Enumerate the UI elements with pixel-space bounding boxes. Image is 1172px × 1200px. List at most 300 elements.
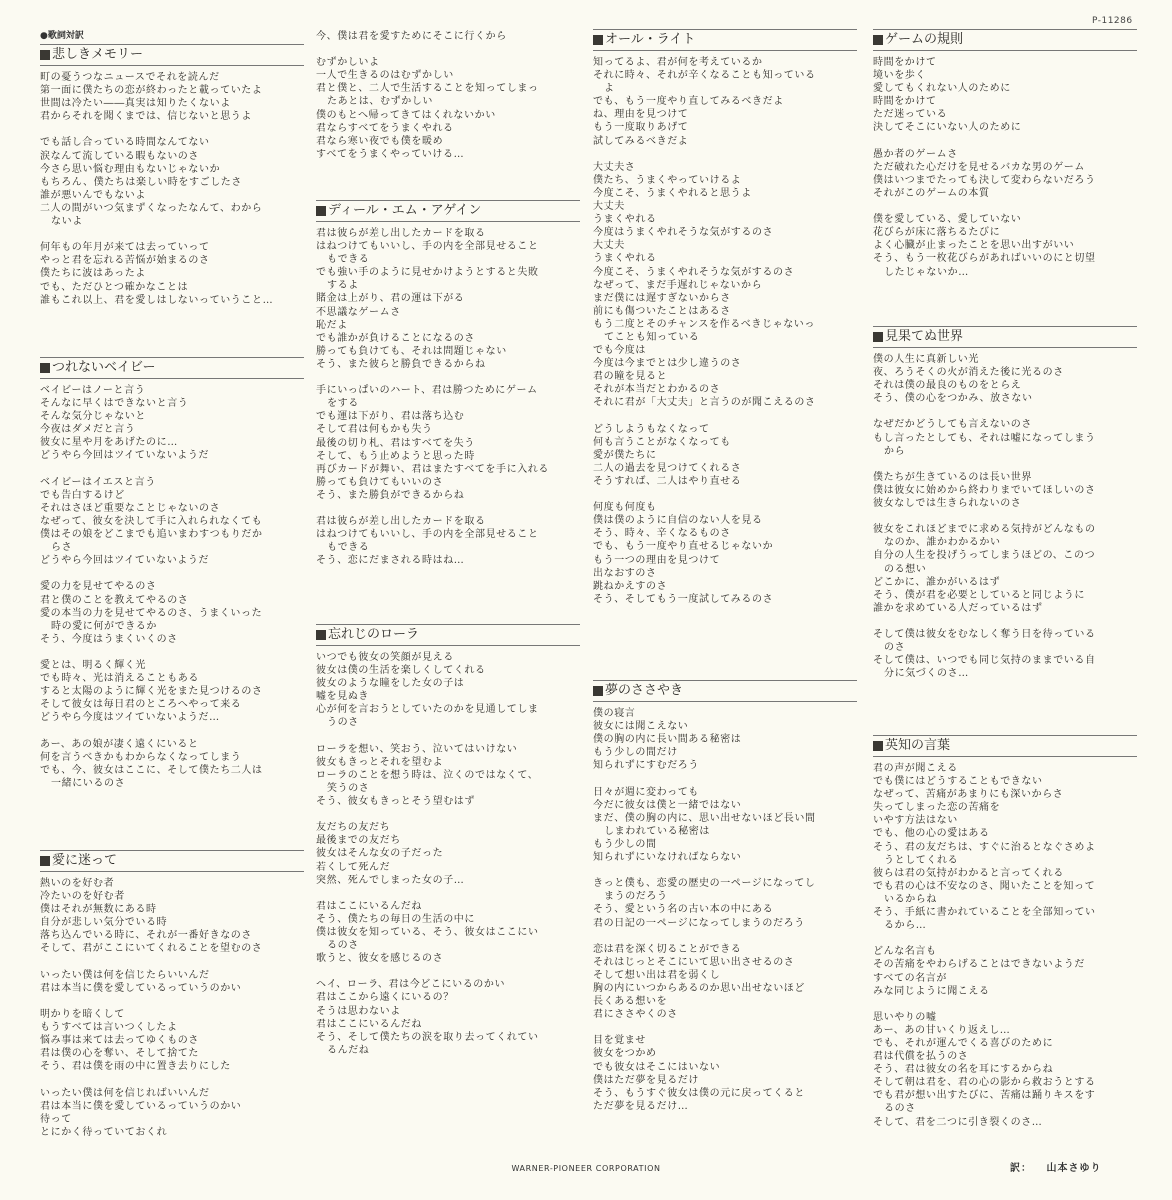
song-title-text: 忘れじのローラ <box>328 627 420 642</box>
lyric-line: 君はここから遠くにいるの？ <box>316 992 454 1004</box>
lyric-line: 君にささやくのさ <box>593 1009 678 1021</box>
lyric-line: でも話し合っている時間なんてない <box>40 137 210 149</box>
lyric-line: でも、ただひとつ確かなことは <box>40 281 189 293</box>
lyric-line: 君は彼らが差し出したカードを取る <box>316 228 486 239</box>
lyric-line: でも、もう一度やり直してみるべきだよ <box>593 96 784 108</box>
lyric-line: 涙なんて流している暇もないのさ <box>40 150 199 162</box>
lyric-line: そう、もうすぐ彼女は僕の元に戻ってくると <box>593 1087 805 1099</box>
lyric-line: 熱いのを好む者 <box>40 878 115 889</box>
lyric-line: 君は本当に僕を愛しているっていうのかい <box>40 1100 242 1112</box>
lyric-line: でも告白するけど <box>40 489 125 501</box>
lyric-line: 悩み事は来ては去ってゆくものさ <box>40 1035 199 1047</box>
lyric-line: 彼女は僕の生活を楽しくしてくれる <box>316 665 486 677</box>
lyric-line: どこかに、誰かがいるはず <box>873 576 1001 588</box>
lyric-line: 知られずにすむだろう <box>593 760 699 772</box>
lyric-line: あー、あの甘いくり返えし… <box>873 1024 1011 1036</box>
lyric-line: そう、手紙に書かれていることを全部知ってい <box>873 907 1096 919</box>
lyric-line: もう少しの間だけ <box>593 747 678 759</box>
lyric-line: 分に気づくのさ… <box>884 668 969 680</box>
lyric-line: 誰もこれ以上、君を愛しはしないっていうこと… <box>40 294 274 306</box>
lyric-line: 僕の人生に真新しい光 <box>873 354 979 365</box>
lyric-line: 前にも傷ついたことはあるさ <box>593 305 731 317</box>
lyric-line: 僕は彼女に始めから終わりまでいてほしいのさ <box>873 484 1096 496</box>
lyric-line: から <box>884 445 906 457</box>
lyric-line: 町の憂うつなニュースでそれを読んだ <box>40 72 220 83</box>
lyric-line: 僕は僕のように自信のない人を見る <box>593 515 763 527</box>
lyric-line: でも、もう一度やり直せるじゃないか <box>593 541 774 553</box>
lyric-line: 彼女のような瞳をした女の子は <box>316 678 465 690</box>
lyric-line: 何も言うことがなくなっても <box>593 436 731 448</box>
lyric-line: はねつけてもいいし、手の内を全部見せること <box>316 529 539 541</box>
lyric-line: 跳ねかえすのさ <box>593 580 668 592</box>
lyric-line: 時の愛に何ができるか <box>51 620 157 632</box>
lyric-line: るのさ <box>327 940 359 952</box>
lyric-line: 僕は彼女を知っている、そう、彼女はここにい <box>316 926 539 938</box>
lyric-line: 僕はただ夢を見るだけ <box>593 1074 699 1086</box>
lyric-line <box>316 730 580 743</box>
lyric-line: そう、そして僕たちの涙を取り去ってくれてい <box>316 1031 539 1043</box>
lyric-line: そう、君は僕を雨の中に置き去りにした <box>40 1061 231 1073</box>
lyric-line: をする <box>327 398 359 410</box>
lyric-line <box>593 410 857 423</box>
song-title-text: つれないベイビー <box>52 360 156 375</box>
lyric-line: るから… <box>884 920 927 932</box>
lyric-line: 今度は今までとは少し違うのさ <box>593 358 742 370</box>
lyric-line: 今だに彼女は僕と一緒ではない <box>593 799 742 811</box>
lyric-line <box>40 463 304 476</box>
lyric-line: そして、君がここにいてくれることを望むのさ <box>40 943 263 955</box>
song-title-text: オール・ライト <box>605 32 696 47</box>
lyric-line <box>873 615 1137 628</box>
lyric-line: るのさ <box>884 1103 916 1115</box>
lyric-line: でも、他の心の愛はある <box>873 828 990 840</box>
lyric-line: やっと君を忘れる苦悩が始まるのさ <box>40 255 210 267</box>
lyric-line: 僕の胸の内に長い間ある秘密は <box>593 734 742 746</box>
lyric-line: 君の声が聞こえる <box>873 763 958 774</box>
lyric-line: 今度こそ、うまくやれそうな気がするのさ <box>593 266 795 278</box>
lyric-line: 君はここにいるんだね <box>316 900 422 912</box>
lyric-line: ローラのことを想う時は、泣くのではなくて、 <box>316 769 539 781</box>
lyric-line: うのさ <box>327 717 359 729</box>
lyric-line: そう、また勝負ができるからね <box>316 489 465 501</box>
lyric-line: 恋は君を深く切ることができる <box>593 943 742 955</box>
lyric-line: もう一つの理由を見つけて <box>593 554 721 566</box>
lyric-line: 君と僕のことを教えてやるのさ <box>40 594 189 606</box>
lyric-line: 何を言うべきかもわからなくなってしまう <box>40 751 242 763</box>
lyric-line <box>40 956 304 969</box>
lyric-line: そう、彼女もきっとそう望むはず <box>316 796 475 808</box>
lyrics-lines <box>593 56 857 606</box>
song-title-text: 愛に迷って <box>52 853 118 868</box>
lyric-line: それがこのゲームの本質 <box>873 187 990 199</box>
lyrics-lines <box>40 384 304 790</box>
lyric-line: 彼女はそんな女の子だった <box>316 848 444 860</box>
lyric-line: いやす方法はない <box>873 815 958 827</box>
lyric-line: そう、そしてもう一度試してみるのさ <box>593 593 774 605</box>
translator-name: 山本さゆり <box>1046 1163 1102 1174</box>
lyric-line <box>40 646 304 659</box>
lyric-line: ベイビーはノーと言う <box>40 385 146 396</box>
lyric-line <box>316 887 580 900</box>
lyric-line: 思いやりの嘘 <box>873 1011 937 1023</box>
song-title-text: ディール・エム・アゲイン <box>328 203 482 218</box>
lyric-line: よ <box>604 83 615 95</box>
lyric-line: もう一度取りあげて <box>593 122 689 134</box>
song-title-text: ゲームの規則 <box>885 32 964 47</box>
lyric-line: 君は僕の心を奪い、そして捨てた <box>40 1048 199 1060</box>
section-label: ●歌詞対訳 <box>40 31 84 41</box>
lyric-line <box>873 458 1137 471</box>
lyric-line: はねつけてもいいし、手の内を全部見せること <box>316 241 539 253</box>
lyric-line: うまくやれる <box>593 253 657 265</box>
lyric-line: 目を覚ませ <box>593 1035 646 1047</box>
square-bullet-icon <box>40 363 50 373</box>
song-block <box>40 44 304 307</box>
square-bullet-icon <box>593 35 603 45</box>
lyric-line: 彼女には聞こえない <box>593 721 689 733</box>
lyric-line: 愛の本当の力を見せてやるのさ、うまくいった <box>40 607 263 619</box>
lyric-line: ただ夢を見るだけ… <box>593 1100 689 1112</box>
lyric-line: 君はここにいるんだね <box>316 1018 422 1030</box>
lyric-line: すると太陽のように輝く光をまた見つけるのさ <box>40 686 263 698</box>
lyric-line: いつでも彼女の笑顔が見える <box>316 652 454 663</box>
lyric-line: らさ <box>51 542 73 554</box>
lyric-line <box>593 1021 857 1034</box>
lyric-line: もう少しの間 <box>593 838 657 850</box>
lyric-line: 勝っても負けても、それは問題じゃない <box>316 345 507 357</box>
lyric-line: ベイビーはイエスと言う <box>40 476 156 488</box>
lyric-line: 試してみるべきだよ <box>593 135 689 147</box>
lyric-line: 失ってしまった恋の苦痛を <box>873 802 1001 814</box>
lyric-line <box>593 864 857 877</box>
lyric-line: それは僕の最良のものをとらえ <box>873 380 1022 392</box>
lyric-line: 僕たちが生きているのは長い世界 <box>873 471 1032 483</box>
lyric-line: 僕たちに波はあったよ <box>40 268 146 280</box>
lyric-line: 最後の切り札、君はすべてを失う <box>316 437 475 449</box>
lyrics-lines <box>316 30 580 161</box>
lyric-line <box>40 724 304 737</box>
lyric-line: 自分の人生を投げうってしまうほどの、このつ <box>873 550 1096 562</box>
lyric-line: そんなに早くはできないと言う <box>40 398 189 410</box>
lyric-line: 心が何を言おうとしていたのかを見通してしま <box>316 704 539 716</box>
song-block <box>593 680 857 1113</box>
lyric-line: 僕はその娘をどこまでも追いまわすつもりだか <box>40 529 263 541</box>
song-block <box>873 29 1137 279</box>
lyric-line: みな同じように聞こえる <box>873 985 990 997</box>
lyric-line: 今度はうまくやれそうな気がするのさ <box>593 227 774 239</box>
lyric-line: 笑うのさ <box>327 782 370 794</box>
lyric-line: 明かりを暗くして <box>40 1008 125 1020</box>
lyric-line: でも運は下がり、君は落ち込む <box>316 411 465 423</box>
lyric-line: 賭金は上がり、君の運は下がる <box>316 293 465 305</box>
lyric-line: なぜだかどうしても言えないのさ <box>873 419 1032 431</box>
lyric-line: きっと僕も、恋愛の歴史の一ページになってし <box>593 878 816 890</box>
lyric-line: 勝っても負けてもいいのさ <box>316 476 444 488</box>
lyric-line: そうは思わないよ <box>316 1005 401 1017</box>
lyric-line: 胸の内にいつからあるのか思い出せないほど <box>593 982 805 994</box>
lyric-line: 今夜はダメだと言う <box>40 424 136 436</box>
lyric-line: うまくやれる <box>593 214 657 226</box>
lyric-line: 愛が僕たちに <box>593 449 657 461</box>
lyric-line: 夜、ろうそくの火が消えた後に光るのさ <box>873 367 1064 379</box>
lyric-line: ただ迷っている <box>873 109 948 121</box>
lyric-line: そう、時々、辛くなるものさ <box>593 528 731 540</box>
lyric-line: それに時々、それが辛くなることも知っている <box>593 70 816 82</box>
song-title <box>593 680 857 702</box>
lyric-line: るんだね <box>327 1044 370 1056</box>
lyric-line: 二人の過去を見つけてくれるさ <box>593 462 742 474</box>
lyric-line: 花びらが床に落ちるたびに <box>873 227 1001 239</box>
lyric-line: 知ってるよ、君が何を考えているか <box>593 57 763 68</box>
lyric-line: そう、君の友だちは、すぐに治るとなぐさめよ <box>873 841 1096 853</box>
lyrics-lines <box>316 651 580 1057</box>
lyrics-lines <box>316 227 580 567</box>
lyrics-lines <box>873 56 1137 279</box>
lyric-line: そう、愛という名の古い本の中にある <box>593 904 774 916</box>
lyric-line: まだ、僕の胸の内に、思い出せないほど長い間 <box>593 812 816 824</box>
lyric-line: それが本当だとわかるのさ <box>593 384 721 396</box>
lyric-line: 出なおすのさ <box>593 567 657 579</box>
lyric-line: 彼らは君の気持がわかると言ってくれる <box>873 867 1064 879</box>
lyric-line: そして、もう止めようと思った時 <box>316 450 475 462</box>
lyric-line: でも時々、光は消えることもある <box>40 673 199 685</box>
lyric-line: もちろん、僕たちは楽しい時をすごしたさ <box>40 176 242 188</box>
song-block <box>316 624 580 1057</box>
lyric-line <box>873 200 1137 213</box>
lyric-line: 落ち込んでいる時に、それが一番好きなのさ <box>40 930 252 942</box>
lyric-line: のる想い <box>884 563 927 575</box>
lyric-line: 君は代償を払うのさ <box>873 1051 969 1063</box>
lyric-line: むずかしいよ <box>316 57 380 69</box>
lyric-line: もし言ったとしても、それは嘘になってしまう <box>873 432 1096 444</box>
lyric-line: そう、恋にだまされる時はね… <box>316 555 465 567</box>
lyric-line <box>316 371 580 384</box>
lyric-line: 僕はそれが無数にある時 <box>40 904 157 916</box>
lyric-line: そして、君を二つに引き裂くのさ… <box>873 1116 1043 1128</box>
lyric-line: 冷たいのを好む者 <box>40 891 125 903</box>
lyric-line: したじゃないか… <box>884 266 969 278</box>
lyric-line: よく心臓が止まったことを思い出すがいい <box>873 240 1075 252</box>
song-block <box>40 357 304 790</box>
lyric-line: でも彼女はそこにはいない <box>593 1061 721 1073</box>
lyric-line: もうすべては言いつくしたよ <box>40 1022 178 1034</box>
lyric-line: 君と僕と、二人で生活することを知ってしまっ <box>316 83 539 95</box>
lyric-line: 若くして死んだ <box>316 861 391 873</box>
lyric-line: もできる <box>327 542 370 554</box>
song-title-text: 見果てぬ世界 <box>885 329 964 344</box>
lyric-line: 大丈夫さ <box>593 161 636 173</box>
lyric-line <box>873 510 1137 523</box>
lyric-line: 不思議なゲームさ <box>316 306 401 318</box>
lyric-line <box>40 995 304 1008</box>
lyric-line <box>873 135 1137 148</box>
lyric-line: 彼女もきっとそれを望むよ <box>316 756 444 768</box>
lyric-line: 知られずにいなければならない <box>593 852 742 864</box>
lyric-line: でも君の心は不安なのさ、聞いたことを知って <box>873 880 1096 892</box>
lyric-line: もできる <box>327 254 370 266</box>
lyric-line: でも僕にはどうすることもできない <box>873 776 1043 788</box>
lyric-line: そして彼女は毎日君のところへやって来る <box>40 699 242 711</box>
lyric-line: その苦痛をやわらげることはできないようだ <box>873 959 1085 971</box>
square-bullet-icon <box>873 332 883 342</box>
lyric-line: すべての名言が <box>873 972 947 984</box>
lyric-line: 一人で生きるのはむずかしい <box>316 70 454 82</box>
lyric-line: 手にいっぱいのハート、君は勝つためにゲーム <box>316 385 538 397</box>
song-title <box>316 200 580 222</box>
song-block <box>40 850 304 1139</box>
lyric-line <box>873 932 1137 945</box>
lyric-line: もう二度とそのチャンスを作るべきじゃないっ <box>593 318 815 330</box>
lyric-line: そして君は何もかも失う <box>316 424 433 436</box>
publisher-footer: WARNER-PIONEER CORPORATION <box>511 1164 661 1173</box>
lyric-line: そう、もう一枚花びらがあればいいのにと切望 <box>873 253 1096 265</box>
lyric-line: 君の瞳を見ると <box>593 371 668 383</box>
lyric-line: そう、僕の心をつかみ、放さない <box>873 393 1033 405</box>
song-title-text: 英知の言葉 <box>885 738 951 753</box>
square-bullet-icon <box>40 856 50 866</box>
square-bullet-icon <box>593 686 603 696</box>
lyric-line: 二人の間がいつ気まずくなったなんて、わから <box>40 202 263 214</box>
lyric-line: のさ <box>884 642 906 654</box>
lyric-line: 誰かを求めている人だっているはず <box>873 602 1043 614</box>
song-title <box>40 44 304 66</box>
lyric-line: 歌うと、彼女を感じるのさ <box>316 953 444 965</box>
lyrics-lines <box>40 71 304 307</box>
lyric-line: 僕の寝言 <box>593 708 636 719</box>
lyric-line: ただ破れた心だけを見せるバカな男のゲーム <box>873 161 1085 173</box>
lyric-line <box>40 123 304 136</box>
song-block <box>316 200 580 567</box>
lyric-line: いったい僕は何を信じたらいいんだ <box>40 969 210 981</box>
lyric-line: なぜって、彼女を決して手に入れられなくても <box>40 515 263 527</box>
lyric-line: でも強い手のように見せかけようとすると失敗 <box>316 267 539 279</box>
lyric-line: でも、今、彼女はここに、そして僕たち二人は <box>40 764 263 776</box>
lyric-line: 今度こそ、うまくやれると思うよ <box>593 187 752 199</box>
lyric-line: 僕はいつまでたっても決して変わらないだろう <box>873 174 1096 186</box>
song-title-text: 悲しきメモリー <box>52 47 144 62</box>
lyric-line: 長くある想いを <box>593 996 668 1008</box>
song-block <box>593 29 857 606</box>
lyric-line: 決してそこにいない人のために <box>873 122 1022 134</box>
lyric-line: それはじっとそこにいて思い出させるのさ <box>593 956 795 968</box>
lyric-line: そんな気分じゃないと <box>40 411 146 423</box>
lyric-line: それに君が「大丈夫」と言うのが聞こえるのさ <box>593 397 816 409</box>
lyric-line: 大丈夫 <box>593 240 625 252</box>
lyric-line: 君なら寒い夜でも僕を暖め <box>316 135 444 147</box>
lyric-line: 今、僕は君を愛すためにそこに行くから <box>316 31 507 42</box>
song-title <box>873 29 1137 51</box>
lyric-line: そう、今度はうまくいくのさ <box>40 633 178 645</box>
lyric-line <box>873 405 1137 418</box>
lyric-line: どうやら今回はツイていないようだ <box>40 555 210 567</box>
lyric-line: でも誰かが負けることになるのさ <box>316 332 475 344</box>
lyric-line: するよ <box>327 280 359 292</box>
lyric-line: 愚か者のゲームさ <box>873 148 958 160</box>
song-block <box>316 30 580 161</box>
lyric-line: 第一面に僕たちの恋が終わったと載っていたよ <box>40 85 263 97</box>
catalog-number: P-11286 <box>1092 16 1133 26</box>
lyric-line <box>593 148 857 161</box>
lyric-line <box>316 502 580 515</box>
lyric-line: 再びカードが舞い、君はまたすべてを手に入れる <box>316 463 549 475</box>
lyric-line <box>316 808 580 821</box>
lyric-line: 今さら思い悩む理由もないじゃないか <box>40 163 221 175</box>
lyric-line: てことも知っている <box>604 331 700 343</box>
lyric-line <box>316 43 580 56</box>
lyric-line: ローラを想い、笑おう、泣いてはいけない <box>316 743 518 755</box>
lyric-line: でも、それが運んでくる喜びのために <box>873 1037 1054 1049</box>
lyric-line <box>40 567 304 580</box>
lyric-line: なぜって、苦痛があまりにも深いからさ <box>873 789 1064 801</box>
song-block <box>873 735 1137 1129</box>
lyric-line <box>873 998 1137 1011</box>
lyric-line: 彼女なしでは生きられないのさ <box>873 498 1022 510</box>
lyric-line: なのか、誰かわかるかい <box>884 537 1001 549</box>
lyric-line: まうのだろう <box>604 891 668 903</box>
lyrics-lines <box>40 877 304 1139</box>
square-bullet-icon <box>873 741 883 751</box>
lyric-line: すべてをうまくやっていける… <box>316 148 465 160</box>
song-title <box>40 850 304 872</box>
lyric-line: いるからね <box>884 893 937 905</box>
lyric-line: とにかく待っていておくれ <box>40 1126 168 1138</box>
lyric-line: 君の日記の一ページになってしまうのだろう <box>593 917 805 929</box>
lyric-line: どうやら今回はツイていないようだ <box>40 450 210 462</box>
song-title <box>873 326 1137 348</box>
lyric-line: 一緒にいるのさ <box>51 777 126 789</box>
lyric-line: 最後までの友だち <box>316 835 401 847</box>
lyric-line: 突然、死んでしまった女の子… <box>316 874 465 886</box>
lyric-line: そう、また彼らと勝負できるからね <box>316 358 486 370</box>
lyric-line: いったい僕は何を信じればいいんだ <box>40 1087 210 1099</box>
lyric-line: 愛の力を見せてやるのさ <box>40 581 157 593</box>
square-bullet-icon <box>873 35 883 45</box>
lyric-line: 世間は冷たい――真実は知りたくないよ <box>40 98 231 110</box>
song-title <box>593 29 857 51</box>
lyrics-lines <box>873 762 1137 1129</box>
lyric-line: ね、理由を見つけて <box>593 109 689 121</box>
lyric-line: そう、君は彼女の名を耳にするからね <box>873 1064 1054 1076</box>
lyric-line: どうしようもなくなって <box>593 423 710 435</box>
lyric-line: 彼女をつかめ <box>593 1048 657 1060</box>
lyric-line: でも今度は <box>593 345 646 357</box>
lyric-line: そう、僕が君を必要としていると同じように <box>873 589 1085 601</box>
lyric-line <box>593 772 857 785</box>
lyric-line: そして僕は、いつでも同じ気持のままでいる自 <box>873 655 1096 667</box>
lyric-line: ヘイ、ローラ、君は今どこにいるのかい <box>316 979 506 991</box>
song-title <box>40 357 304 379</box>
lyric-line: 何度も何度も <box>593 502 657 514</box>
lyric-line <box>593 488 857 501</box>
lyric-line: 時間をかけて <box>873 57 937 68</box>
lyric-line: たあとは、むずかしい <box>327 96 433 108</box>
lyric-line: 彼女をこれほどまでに求める気持がどんなもの <box>873 524 1096 536</box>
lyric-line: 恥だよ <box>316 319 348 331</box>
lyric-line: なぜって、まだ手遅れじゃないから <box>593 279 763 291</box>
lyric-line: 愛とは、明るく輝く光 <box>40 659 146 671</box>
lyric-line: 僕を愛している、愛していない <box>873 214 1022 226</box>
lyric-line: まだ僕には遅すぎないからさ <box>593 292 731 304</box>
lyric-line: 時間をかけて <box>873 96 937 108</box>
song-title <box>316 624 580 646</box>
lyric-line: 待って <box>40 1113 72 1125</box>
lyric-line: 僕たち、うまくやっていけるよ <box>593 174 742 186</box>
lyric-line: 大丈夫 <box>593 201 625 213</box>
lyric-line: そうすれば、二人はやり直せる <box>593 476 742 487</box>
lyric-line: うとしてくれる <box>884 854 959 866</box>
lyric-line: ないよ <box>51 216 83 228</box>
lyric-line: 僕のもとへ帰ってきてはくれないかい <box>316 109 496 121</box>
